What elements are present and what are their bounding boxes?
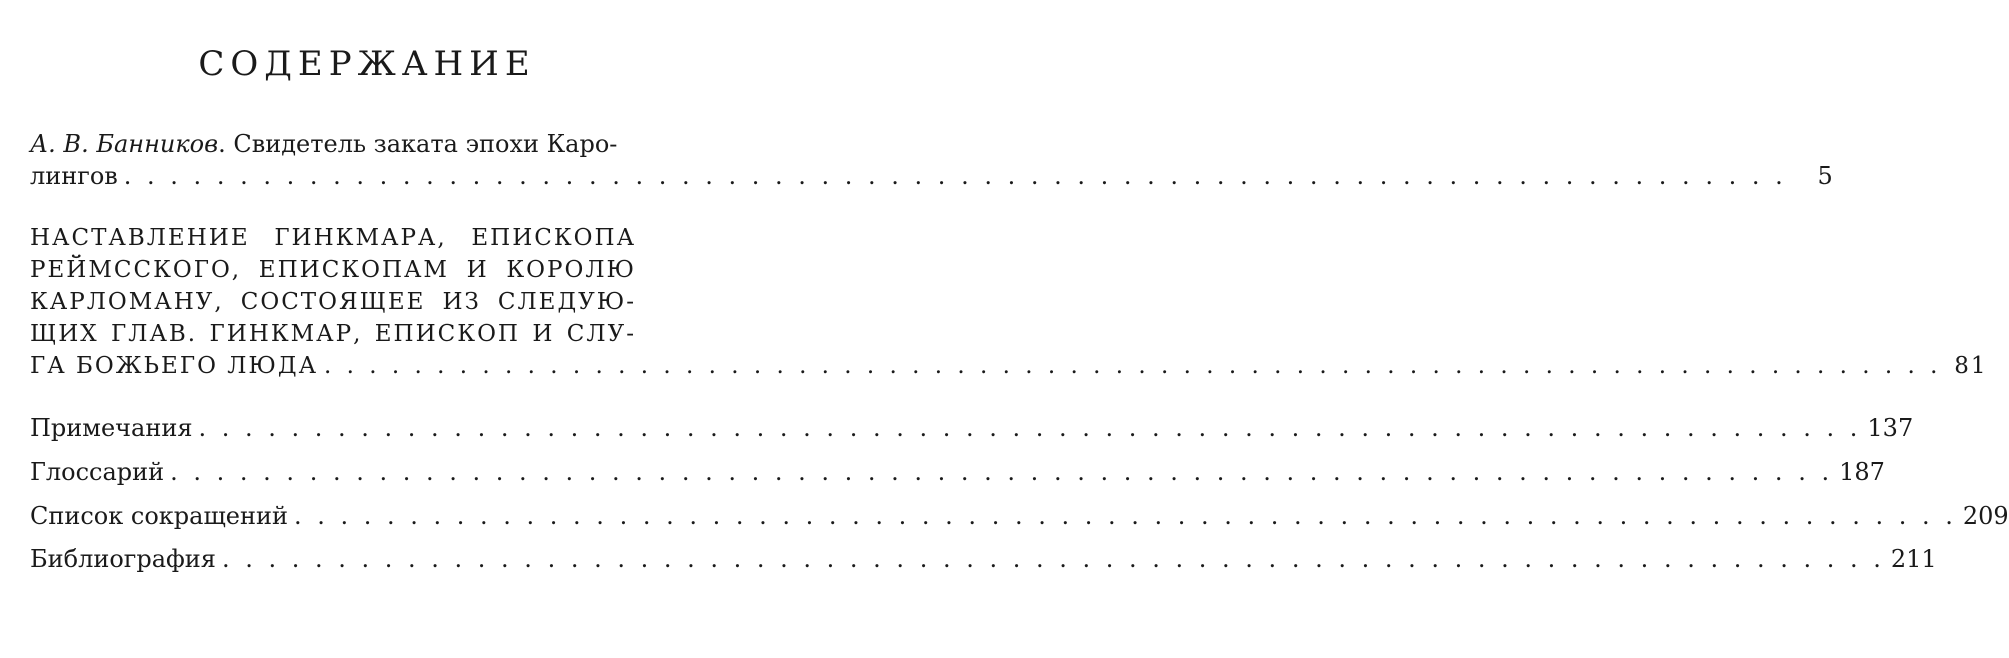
toc-entry-notes[interactable] [30,412,1914,444]
entry-label: Список сокращений [30,502,288,530]
toc-entry-abbreviations[interactable] [30,500,2009,532]
toc-entry-line [30,128,702,160]
page-number: 5 [1817,162,1833,190]
dot-leader: . . . . . . . . . . . . . . . . . . . . . . . . . . . . . . . . . . . . . . . . . . . . . . . . . . . . . . . . . . . . . . . . . . . . . . . . [293,502,1957,530]
toc-entry-hincmar[interactable] [30,222,1988,382]
entry-label: Глоссарий [30,458,165,486]
toc-entry-line [30,350,1988,382]
entry-label: Примечания [30,414,193,442]
entry-title-line: НАСТАВЛЕНИЕ ГИНКМАРА, ЕПИСКОПА [30,225,636,251]
entry-label: Библиография [30,545,216,573]
page-number: 137 [1867,414,1914,442]
entry-title-line: РЕЙМССКОГО, ЕПИСКОПАМ И КОРОЛЮ [30,257,636,283]
entry-title-part: . Свидетель заката эпохи Каро- [218,130,618,158]
dot-leader: . . . . . . . . . . . . . . . . . . . . . . . . . . . . . . . . . . . . . . . . . . . . . . . . . . . . . . . . . . . . . . . . . . . . . . . . [221,545,1885,573]
entry-title-continuation: лингов [30,162,118,190]
page-number: 209 [1962,502,2009,530]
page-number: 81 [1954,353,1988,379]
dot-leader: . . . . . . . . . . . . . . . . . . . . . . . . . . . . . . . . . . . . . . . . . . . . . . . . . . . . . . . . . . . . . . . . . . . . . . . . [123,162,1787,190]
entry-title-line: ГА БОЖЬЕГО ЛЮДА [30,353,318,379]
entry-title-line: ЩИХ ГЛАВ. ГИНКМАР, ЕПИСКОП И СЛУ- [30,321,636,347]
dot-leader: . . . . . . . . . . . . . . . . . . . . . . . . . . . . . . . . . . . . . . . . . . . . . . . . . . . . . . . . . . . . . . . . . . . . . . . . [324,353,1942,379]
entry-title-line: КАРЛОМАНУ, СОСТОЯЩЕЕ ИЗ СЛЕДУЮ- [30,289,636,315]
page-number: 211 [1890,545,1937,573]
toc-entry-glossary[interactable] [30,456,1885,488]
dot-leader: . . . . . . . . . . . . . . . . . . . . . . . . . . . . . . . . . . . . . . . . . . . . . . . . . . . . . . . . . . . . . . . . . . . . . . . . [198,414,1862,442]
toc-entry-bibliography[interactable] [30,543,1937,575]
dot-leader: . . . . . . . . . . . . . . . . . . . . . . . . . . . . . . . . . . . . . . . . . . . . . . . . . . . . . . . . . . . . . . . . . . . . . . . . [170,458,1834,486]
entry-author: А. В. Банников [30,130,219,158]
page-number: 187 [1839,458,1885,486]
toc-entry-line [30,160,1833,192]
toc-entry-bannikov[interactable] [30,128,1833,192]
page-title: СОДЕРЖАНИЕ [198,44,536,84]
